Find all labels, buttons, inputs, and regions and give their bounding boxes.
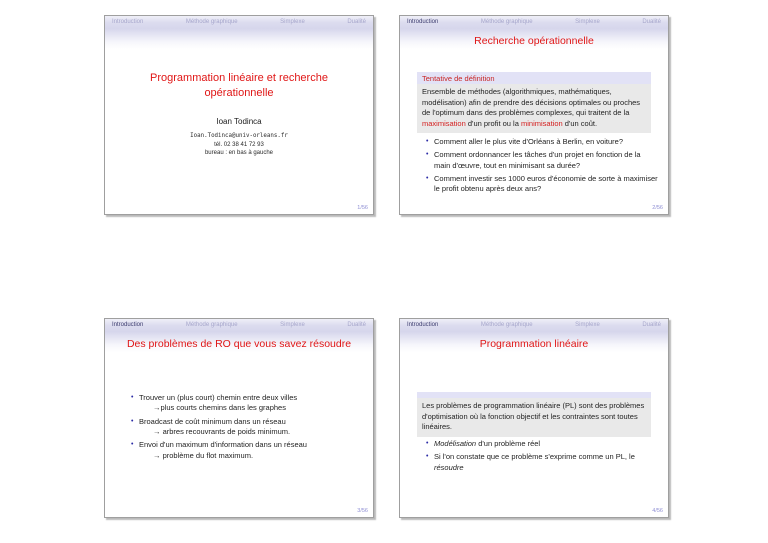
text-segment: → problème du flot maximum. [153, 450, 254, 460]
presentation-title: Programmation linéaire et recherche opérationnelle [150, 72, 328, 99]
slide-4 [399, 318, 669, 518]
text-segment: Broadcast de coût minimum dans un réseau [139, 416, 286, 426]
bullet-text [434, 174, 658, 195]
bullet-text [434, 150, 658, 171]
text-segment: résoudre [434, 462, 464, 472]
nav-section-3[interactable]: Simplexe [280, 322, 305, 328]
bullet-text [139, 393, 297, 414]
bullet-text [434, 452, 658, 473]
section-nav [105, 319, 373, 329]
slide-2 [399, 15, 669, 215]
text-segment: minimisation [520, 118, 563, 128]
bullet-list [131, 393, 363, 464]
contact-block [105, 133, 373, 158]
phone-line: tél. 02 38 41 72 93 [214, 141, 264, 148]
text-segment: Envoi d'un maximum d'information dans un réseau [139, 440, 307, 450]
section-nav [400, 16, 668, 26]
bullet-list [426, 137, 658, 198]
slide-3 [104, 318, 374, 518]
slide-1 [104, 15, 374, 215]
text-segment: Modélisation [434, 439, 477, 448]
nav-section-1[interactable]: Introduction [112, 19, 144, 25]
text-segment: →plus courts chemins dans les graphes [153, 403, 286, 413]
list-item [426, 137, 658, 147]
text-segment: d'un profit ou la [465, 118, 521, 128]
text-segment: d'un coût. [562, 118, 598, 128]
list-item [131, 417, 363, 438]
nav-section-1[interactable]: Introduction [112, 322, 144, 328]
list-item [131, 393, 363, 414]
bullet-text [434, 137, 623, 147]
list-item [426, 174, 658, 195]
nav-section-4[interactable]: Dualité [347, 19, 366, 25]
bullet-text [434, 439, 540, 449]
frame-title: Des problèmes de RO que vous savez résoudre [126, 338, 352, 350]
text-segment: d'un problème réel [476, 439, 541, 448]
bullet-icon: • [426, 175, 429, 183]
bullet-list [426, 439, 658, 476]
nav-section-2[interactable]: Méthode graphique [185, 19, 238, 25]
bullet-icon: • [426, 453, 429, 461]
bullet-icon: • [131, 417, 134, 425]
text-segment: → arbres recouvrants de poids minimum. [153, 427, 291, 437]
page-number: 4/56 [652, 508, 663, 514]
page-number: 3/56 [357, 508, 368, 514]
author-name: Ioan Todinca [216, 117, 262, 126]
bullet-icon: • [426, 151, 429, 159]
nav-section-1[interactable]: Introduction [407, 19, 439, 25]
nav-section-2[interactable]: Méthode graphique [480, 19, 533, 25]
nav-section-1[interactable]: Introduction [407, 322, 439, 328]
bullet-text [139, 440, 307, 461]
page-number: 2/56 [652, 205, 663, 211]
text-segment: Comment investir ses 1000 euros d'économie de sorte à maximiser le profit obtenu après deux ans? [434, 174, 658, 194]
bullet-icon: • [426, 138, 429, 145]
nav-section-3[interactable]: Simplexe [575, 19, 600, 25]
text-segment: maximisation [422, 118, 466, 128]
nav-section-4[interactable]: Dualité [642, 322, 661, 328]
text-segment: Comment aller le plus vite d'Orléans à Berlin, en voiture? [434, 137, 624, 146]
text-segment: Comment ordonnancer les tâches d'un projet en fonction de la main d'œuvre, tout en minimisant sa durée? [434, 150, 641, 170]
nav-section-3[interactable]: Simplexe [575, 322, 600, 328]
definition-block [417, 392, 651, 437]
frame-title: Recherche opérationnelle [474, 35, 594, 47]
list-item [426, 452, 658, 473]
bullet-text [139, 417, 290, 438]
bullet-icon: • [131, 441, 134, 449]
nav-section-2[interactable]: Méthode graphique [185, 322, 238, 328]
page-number: 1/56 [357, 205, 368, 211]
email-link[interactable]: Ioan.Todinca@univ-orleans.fr [190, 133, 288, 139]
list-item [131, 440, 363, 461]
section-nav [400, 319, 668, 329]
section-nav [105, 16, 373, 26]
bullet-subline [153, 451, 307, 461]
bullet-subline [153, 427, 290, 437]
list-item [426, 439, 658, 449]
nav-section-4[interactable]: Dualité [642, 19, 661, 25]
text-segment: Ensemble de méthodes (algorithmiques, mathématiques, modélisation) afin de prendre des décisions optimales ou proches de l'optimum dans des problèmes complexes, qui traitent de la [422, 87, 641, 117]
block-title: Tentative de définition [417, 72, 651, 84]
nav-section-4[interactable]: Dualité [347, 322, 366, 328]
text-segment: Trouver un (plus court) chemin entre deux villes [139, 393, 298, 402]
nav-section-2[interactable]: Méthode graphique [480, 322, 533, 328]
bullet-icon: • [426, 440, 429, 447]
frame-title: Programmation linéaire [479, 338, 589, 350]
bullet-icon: • [131, 394, 134, 401]
block-body [417, 84, 651, 133]
text-segment: Les problèmes de programmation linéaire (PL) sont des problèmes d'optimisation où la fonction objectif et les contraintes sont toutes linéaires. [422, 401, 645, 431]
block-body [417, 398, 651, 437]
definition-block [417, 72, 651, 133]
nav-section-3[interactable]: Simplexe [280, 19, 305, 25]
list-item [426, 150, 658, 171]
office-line: bureau : en bas à gauche [204, 150, 274, 157]
text-segment: Si l'on constate que ce problème s'exprime comme un PL, le [434, 452, 635, 462]
bullet-subline [153, 403, 297, 413]
